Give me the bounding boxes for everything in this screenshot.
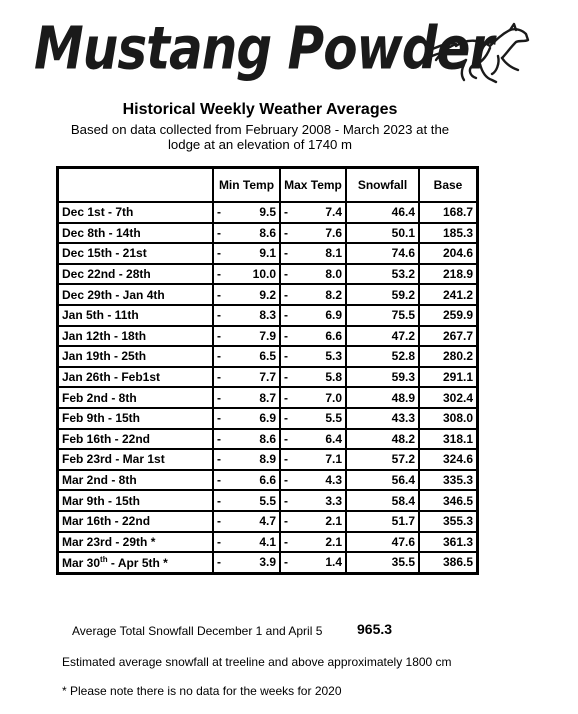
max-temp-sign: - — [280, 243, 295, 264]
table-row — [58, 387, 478, 408]
header-min-temp: Min Temp — [213, 168, 280, 203]
table-row — [58, 511, 478, 532]
table-row — [58, 346, 478, 367]
min-temp-value: 8.9 — [228, 449, 280, 470]
min-temp-sign: - — [213, 326, 228, 347]
max-temp-value: 6.9 — [295, 305, 346, 326]
max-temp-value: 5.3 — [295, 346, 346, 367]
min-temp-sign: - — [213, 305, 228, 326]
min-temp-sign: - — [213, 264, 228, 285]
min-temp-value: 3.9 — [228, 552, 280, 573]
table-row — [58, 284, 478, 305]
table-row — [58, 532, 478, 553]
snowfall-value: 47.6 — [346, 532, 419, 553]
max-temp-value: 4.3 — [295, 470, 346, 491]
week-cell: Dec 15th - 21st — [58, 243, 214, 264]
table-row — [58, 490, 478, 511]
max-temp-sign: - — [280, 326, 295, 347]
min-temp-value: 4.1 — [228, 532, 280, 553]
week-cell: Feb 23rd - Mar 1st — [58, 449, 214, 470]
min-temp-sign: - — [213, 532, 228, 553]
table-row — [58, 367, 478, 388]
max-temp-value: 1.4 — [295, 552, 346, 573]
table-header-row — [58, 168, 478, 203]
horse-icon — [426, 20, 536, 90]
min-temp-sign: - — [213, 490, 228, 511]
snowfall-value: 53.2 — [346, 264, 419, 285]
max-temp-value: 2.1 — [295, 511, 346, 532]
min-temp-value: 6.5 — [228, 346, 280, 367]
avg-total-label: Average Total Snowfall December 1 and April 5 — [72, 624, 323, 638]
week-cell: Mar 9th - 15th — [58, 490, 214, 511]
max-temp-value: 7.1 — [295, 449, 346, 470]
min-temp-value: 6.6 — [228, 470, 280, 491]
snowfall-value: 59.2 — [346, 284, 419, 305]
base-value: 241.2 — [419, 284, 478, 305]
min-temp-value: 4.7 — [228, 511, 280, 532]
min-temp-value: 9.2 — [228, 284, 280, 305]
snowfall-value: 43.3 — [346, 408, 419, 429]
snowfall-value: 47.2 — [346, 326, 419, 347]
avg-total-value: 965.3 — [357, 621, 393, 637]
snowfall-value: 48.2 — [346, 429, 419, 450]
min-temp-value: 6.9 — [228, 408, 280, 429]
min-temp-value: 10.0 — [228, 264, 280, 285]
snowfall-value: 51.7 — [346, 511, 419, 532]
max-temp-sign: - — [280, 470, 295, 491]
min-temp-value: 8.7 — [228, 387, 280, 408]
min-temp-sign: - — [213, 470, 228, 491]
week-cell: Dec 8th - 14th — [58, 223, 214, 244]
week-cell: Mar 16th - 22nd — [58, 511, 214, 532]
snowfall-value: 50.1 — [346, 223, 419, 244]
week-cell: Jan 19th - 25th — [58, 346, 214, 367]
min-temp-sign: - — [213, 367, 228, 388]
max-temp-value: 3.3 — [295, 490, 346, 511]
page-subtitle: Based on data collected from February 2008 - March 2023 at the lodge at an elevation of 1740 m — [70, 122, 450, 152]
min-temp-sign: - — [213, 223, 228, 244]
max-temp-sign: - — [280, 429, 295, 450]
header-snowfall: Snowfall — [346, 168, 419, 203]
max-temp-sign: - — [280, 284, 295, 305]
max-temp-sign: - — [280, 532, 295, 553]
min-temp-sign: - — [213, 243, 228, 264]
base-value: 335.3 — [419, 470, 478, 491]
week-cell: Mar 2nd - 8th — [58, 470, 214, 491]
header-week — [58, 168, 214, 203]
week-cell: Jan 26th - Feb1st — [58, 367, 214, 388]
base-value: 361.3 — [419, 532, 478, 553]
base-value: 302.4 — [419, 387, 478, 408]
max-temp-sign: - — [280, 367, 295, 388]
min-temp-value: 9.1 — [228, 243, 280, 264]
base-value: 204.6 — [419, 243, 478, 264]
base-value: 355.3 — [419, 511, 478, 532]
min-temp-value: 9.5 — [228, 202, 280, 223]
week-cell: Dec 1st - 7th — [58, 202, 214, 223]
min-temp-value: 8.3 — [228, 305, 280, 326]
brand-logo — [34, 10, 504, 88]
table-row — [58, 408, 478, 429]
max-temp-sign: - — [280, 511, 295, 532]
table-row — [58, 305, 478, 326]
max-temp-value: 5.5 — [295, 408, 346, 429]
max-temp-value: 8.2 — [295, 284, 346, 305]
min-temp-value: 8.6 — [228, 429, 280, 450]
max-temp-sign: - — [280, 346, 295, 367]
snowfall-value: 57.2 — [346, 449, 419, 470]
snowfall-value: 52.8 — [346, 346, 419, 367]
treeline-estimate: Estimated average snowfall at treeline and above approximately 1800 cm — [62, 655, 452, 669]
snowfall-value: 46.4 — [346, 202, 419, 223]
min-temp-value: 7.9 — [228, 326, 280, 347]
max-temp-value: 5.8 — [295, 367, 346, 388]
snowfall-value: 58.4 — [346, 490, 419, 511]
max-temp-sign: - — [280, 264, 295, 285]
max-temp-sign: - — [280, 202, 295, 223]
max-temp-sign: - — [280, 408, 295, 429]
max-temp-sign: - — [280, 223, 295, 244]
min-temp-sign: - — [213, 346, 228, 367]
max-temp-value: 6.6 — [295, 326, 346, 347]
min-temp-sign: - — [213, 284, 228, 305]
max-temp-sign: - — [280, 449, 295, 470]
max-temp-value: 2.1 — [295, 532, 346, 553]
min-temp-value: 7.7 — [228, 367, 280, 388]
base-value: 386.5 — [419, 552, 478, 573]
base-value: 280.2 — [419, 346, 478, 367]
base-value: 291.1 — [419, 367, 478, 388]
base-value: 218.9 — [419, 264, 478, 285]
week-cell: Feb 2nd - 8th — [58, 387, 214, 408]
min-temp-value: 5.5 — [228, 490, 280, 511]
min-temp-sign: - — [213, 387, 228, 408]
week-cell: Dec 29th - Jan 4th — [58, 284, 214, 305]
max-temp-value: 8.0 — [295, 264, 346, 285]
base-value: 267.7 — [419, 326, 478, 347]
min-temp-value: 8.6 — [228, 223, 280, 244]
week-cell: Jan 12th - 18th — [58, 326, 214, 347]
max-temp-sign: - — [280, 552, 295, 573]
page-title: Historical Weekly Weather Averages — [122, 101, 398, 118]
min-temp-sign: - — [213, 449, 228, 470]
header-max-temp: Max Temp — [280, 168, 346, 203]
base-value: 308.0 — [419, 408, 478, 429]
table-row — [58, 449, 478, 470]
base-value: 318.1 — [419, 429, 478, 450]
week-cell: Mar 30th - Apr 5th * — [58, 552, 214, 573]
weather-table — [56, 166, 479, 575]
table-row — [58, 223, 478, 244]
base-value: 324.6 — [419, 449, 478, 470]
table-row — [58, 470, 478, 491]
base-value: 346.5 — [419, 490, 478, 511]
week-cell: Mar 23rd - 29th * — [58, 532, 214, 553]
week-cell: Feb 9th - 15th — [58, 408, 214, 429]
max-temp-value: 7.6 — [295, 223, 346, 244]
snowfall-value: 75.5 — [346, 305, 419, 326]
week-cell: Feb 16th - 22nd — [58, 429, 214, 450]
week-cell: Dec 22nd - 28th — [58, 264, 214, 285]
min-temp-sign: - — [213, 202, 228, 223]
table-row — [58, 243, 478, 264]
table-row — [58, 326, 478, 347]
table-row — [58, 429, 478, 450]
max-temp-sign: - — [280, 490, 295, 511]
snowfall-value: 56.4 — [346, 470, 419, 491]
base-value: 168.7 — [419, 202, 478, 223]
snowfall-value: 35.5 — [346, 552, 419, 573]
max-temp-value: 7.0 — [295, 387, 346, 408]
base-value: 185.3 — [419, 223, 478, 244]
brand-name: Mustang Powder — [34, 14, 494, 83]
snowfall-value: 74.6 — [346, 243, 419, 264]
min-temp-sign: - — [213, 408, 228, 429]
max-temp-value: 7.4 — [295, 202, 346, 223]
max-temp-sign: - — [280, 387, 295, 408]
max-temp-value: 8.1 — [295, 243, 346, 264]
week-cell: Jan 5th - 11th — [58, 305, 214, 326]
header-base: Base — [419, 168, 478, 203]
snowfall-value: 48.9 — [346, 387, 419, 408]
table-row — [58, 552, 478, 573]
min-temp-sign: - — [213, 511, 228, 532]
table-row — [58, 202, 478, 223]
min-temp-sign: - — [213, 552, 228, 573]
base-value: 259.9 — [419, 305, 478, 326]
table-row — [58, 264, 478, 285]
max-temp-sign: - — [280, 305, 295, 326]
snowfall-value: 59.3 — [346, 367, 419, 388]
footnote: * Please note there is no data for the weeks for 2020 — [62, 684, 342, 698]
min-temp-sign: - — [213, 429, 228, 450]
max-temp-value: 6.4 — [295, 429, 346, 450]
